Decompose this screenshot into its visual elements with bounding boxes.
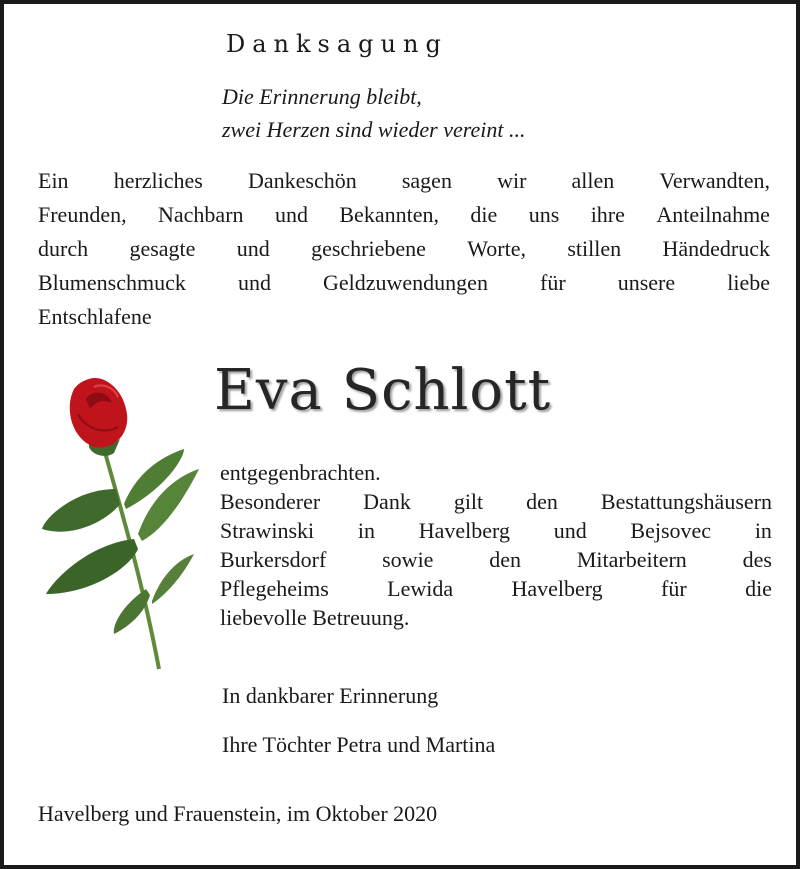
word: gilt xyxy=(453,489,484,514)
word: Blumenschmuck xyxy=(38,270,186,295)
word: und xyxy=(274,202,308,227)
word: und xyxy=(237,270,271,295)
signature: Ihre Töchter Petra und Martina xyxy=(222,732,496,757)
word: unsere xyxy=(617,270,676,295)
word: geschriebene xyxy=(311,236,426,261)
closing-line: In dankbarer Erinnerung xyxy=(222,683,439,708)
word: Mitarbeitern xyxy=(576,547,687,572)
word: Dankeschön xyxy=(247,168,357,193)
word: Dank xyxy=(363,489,411,514)
place-date: Havelberg und Frauenstein, im Oktober 2020 xyxy=(38,801,438,826)
word: den xyxy=(489,547,522,572)
text-line xyxy=(220,516,772,545)
word: Havelberg xyxy=(418,518,510,543)
text-line xyxy=(38,300,770,334)
word: sagen xyxy=(401,168,452,193)
word: und xyxy=(236,236,270,261)
word: wir xyxy=(497,168,527,193)
word: und xyxy=(553,518,587,543)
word: Worte, xyxy=(467,236,526,261)
thanks-paragraph xyxy=(220,458,772,632)
word: Anteilnahme xyxy=(656,202,770,227)
word: liebe xyxy=(727,270,770,295)
word: Bejsovec xyxy=(630,518,712,543)
word: Geldzuwendungen xyxy=(323,270,488,295)
word: Ein xyxy=(38,168,69,193)
word: Nachbarn xyxy=(158,202,244,227)
word: liebevolle xyxy=(220,605,307,630)
word: in xyxy=(357,518,375,543)
word: entgegenbrachten. xyxy=(220,460,381,485)
word: Havelberg xyxy=(511,576,603,601)
text-line xyxy=(220,458,772,487)
word: in xyxy=(754,518,772,543)
word: stillen xyxy=(567,236,622,261)
word: Händedruck xyxy=(662,236,770,261)
word: Strawinski xyxy=(220,518,315,543)
word: Pflegeheims xyxy=(220,576,329,601)
word: Lewida xyxy=(387,576,454,601)
word: für xyxy=(661,576,687,601)
word: sowie xyxy=(382,547,434,572)
word: uns xyxy=(528,202,560,227)
word: des xyxy=(742,547,772,572)
word: für xyxy=(540,270,566,295)
text-line xyxy=(220,545,772,574)
word: durch xyxy=(38,236,89,261)
text-line xyxy=(220,574,772,603)
motto-line-1: Die Erinnerung bleibt, xyxy=(222,84,422,109)
intro-paragraph xyxy=(38,164,770,334)
word: Freunden, xyxy=(38,202,127,227)
rose-illustration xyxy=(34,369,204,699)
word: Bestattungshäusern xyxy=(600,489,772,514)
word: Burkersdorf xyxy=(220,547,327,572)
word: allen xyxy=(571,168,615,193)
word: die xyxy=(470,202,498,227)
word: gesagte xyxy=(129,236,196,261)
text-line xyxy=(38,164,770,198)
word: Besonderer xyxy=(220,489,321,514)
word: die xyxy=(745,576,772,601)
word: Entschlafene xyxy=(38,304,152,329)
word: den xyxy=(526,489,558,514)
text-line xyxy=(220,603,772,632)
text-line xyxy=(38,232,770,266)
word: Verwandten, xyxy=(659,168,770,193)
word: herzliches xyxy=(113,168,203,193)
word: Bekannten, xyxy=(339,202,439,227)
word: ihre xyxy=(590,202,625,227)
word: Betreuung. xyxy=(312,605,410,630)
text-line xyxy=(38,266,770,300)
deceased-name: Eva Schlott xyxy=(214,358,552,423)
heading: Danksagung xyxy=(226,30,448,58)
motto-line-2: zwei Herzen sind wieder vereint ... xyxy=(222,117,526,142)
text-line xyxy=(38,198,770,232)
text-line xyxy=(220,487,772,516)
